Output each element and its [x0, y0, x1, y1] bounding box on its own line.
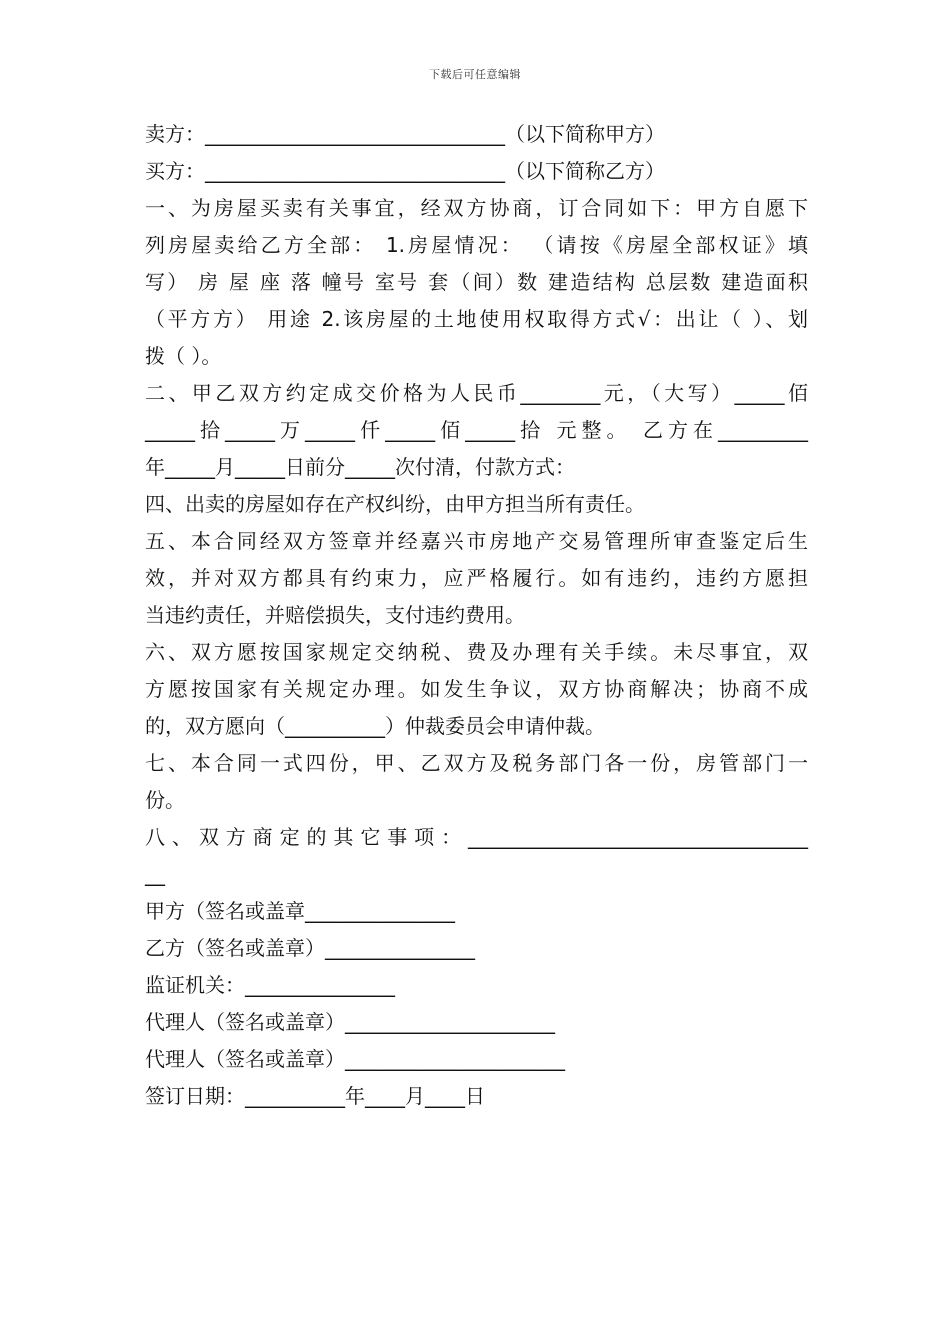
clause-5-line-2: 效，并对双方都具有约束力，应严格履行。如有违约，违约方愿担 [145, 566, 808, 590]
clause-5-line-3: 当违约责任，并赔偿损失，支付违约费用。 [145, 603, 525, 627]
clause-2-line-2: _____拾_____万_____仟_____佰_____拾 元整。 乙方在_________ [145, 418, 808, 442]
clause-7-line-2: 份。 [145, 788, 185, 812]
clause-6-line-2: 方愿按国家有关规定办理。如发生争议，双方协商解决；协商不成 [145, 677, 808, 701]
clause-1-line-5: 拨（ ）。 [145, 344, 222, 368]
clause-1-line-3: 写） 房 屋 座 落 幢号 室号 套（间）数 建造结构 总层数 建造面积 [145, 270, 808, 294]
clause-4-line-1: 四、出卖的房屋如存在产权纠纷，由甲方担当所有责任。 [145, 492, 645, 516]
header-note: 下载后可任意编辑 [429, 68, 521, 81]
signing-date: 签订日期：__________年____月____日 [145, 1084, 485, 1108]
agent-signature-2: 代理人（签名或盖章）______________________ [145, 1047, 565, 1071]
party-a-signature: 甲方（签名或盖章_______________ [145, 899, 455, 923]
contract-body [145, 116, 808, 1115]
clause-6-line-1: 六、双方愿按国家规定交纳税、费及办理有关手续。未尽事宜，双 [145, 640, 808, 664]
clause-6-line-3: 的，双方愿向（__________）仲裁委员会申请仲裁。 [145, 714, 605, 738]
clause-1-line-2: 列房屋卖给乙方全部： 1.房屋情况： （请按《房屋全部权证》填 [145, 233, 808, 257]
clause-5-line-1: 五、本合同经双方签章并经嘉兴市房地产交易管理所审查鉴定后生 [145, 529, 808, 553]
agent-signature-1: 代理人（签名或盖章）_____________________ [145, 1010, 555, 1034]
clause-2-line-3: 年_____月_____日前分_____次付清，付款方式： [145, 455, 575, 479]
clause-8-line-2: __ [145, 862, 165, 886]
buyer-line: 买方：______________________________（以下简称乙方） [145, 159, 665, 183]
party-b-signature: 乙方（签名或盖章）_______________ [145, 936, 475, 960]
clause-2-line-1: 二、甲乙双方约定成交价格为人民币________元，（大写）_____佰 [145, 381, 808, 405]
supervising-authority: 监证机关：_______________ [145, 973, 395, 997]
clause-1-line-1: 一、为房屋买卖有关事宜，经双方协商，订合同如下：甲方自愿下 [145, 196, 808, 220]
clause-1-line-4: （平方方） 用途 2.该房屋的土地使用权取得方式√：出让（ ）、划 [145, 307, 808, 331]
clause-8-line-1: 八、双方商定的其它事项：__________________________________ [145, 825, 808, 849]
seller-line: 卖方：______________________________（以下简称甲方） [145, 122, 665, 146]
clause-7-line-1: 七、本合同一式四份，甲、乙双方及税务部门各一份，房管部门一 [145, 751, 808, 775]
